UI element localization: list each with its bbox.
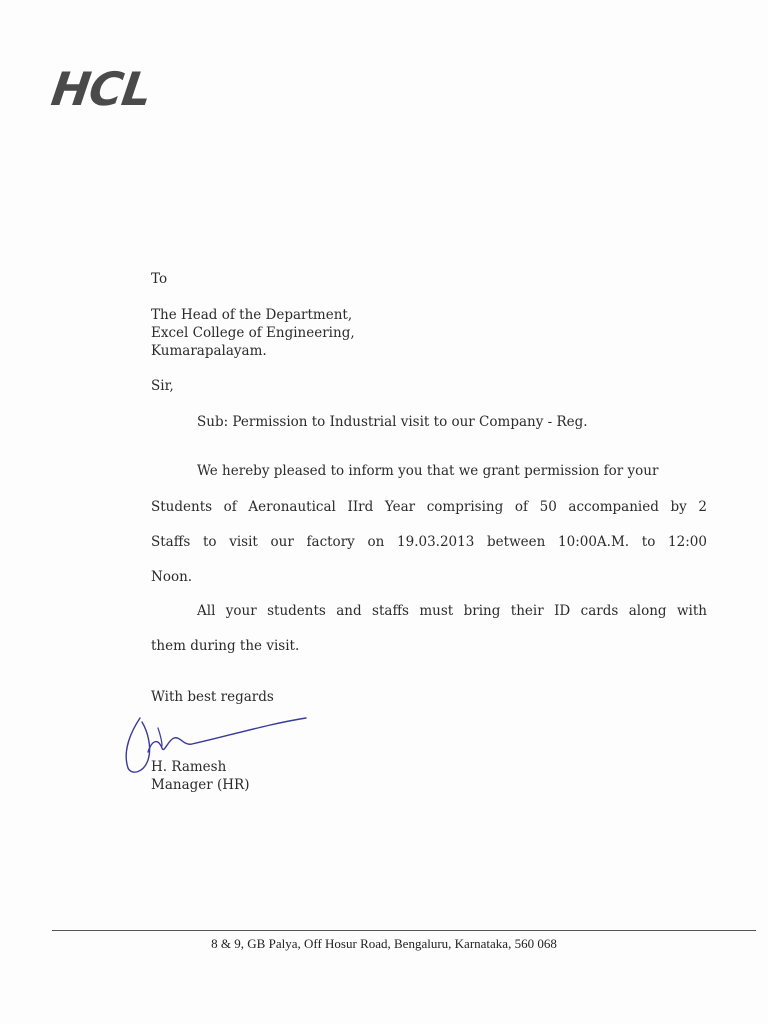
word: visit: [229, 534, 258, 550]
word: to: [202, 534, 217, 550]
word: Aeronautical: [248, 499, 336, 515]
word: of: [514, 499, 528, 515]
word: 19.03.2013: [397, 534, 475, 550]
word: our: [270, 534, 294, 550]
greeting: Sir,: [151, 378, 174, 394]
word: Year: [384, 499, 416, 515]
footer-address: 8 & 9, GB Palya, Off Hosur Road, Bengaluru, Karnataka, 560 068: [211, 936, 557, 951]
word: with: [676, 603, 707, 619]
word: Students: [151, 499, 213, 515]
subject-line: Sub: Permission to Industrial visit to our Company - Reg.: [197, 414, 588, 430]
word: their: [510, 603, 544, 619]
word: ID: [554, 603, 571, 619]
signatory-title: Manager (HR): [151, 777, 250, 793]
to-label: To: [151, 271, 168, 287]
word: accompanied: [568, 499, 659, 515]
word: cards: [580, 603, 619, 619]
word: comprising: [426, 499, 504, 515]
word: to: [641, 534, 656, 550]
word: 12:00: [668, 534, 707, 550]
word: factory: [306, 534, 355, 550]
word: between: [487, 534, 546, 550]
word: All: [197, 603, 216, 619]
body-para1-line2: [151, 498, 707, 516]
footer-divider: [52, 930, 756, 931]
hcl-logo: HCL: [48, 62, 155, 116]
word: of: [223, 499, 237, 515]
word: and: [336, 603, 362, 619]
body-para2-line1: [197, 602, 707, 620]
recipient-line-3: Kumarapalayam.: [151, 343, 267, 359]
word: on: [367, 534, 385, 550]
word: must: [419, 603, 454, 619]
word: along: [628, 603, 667, 619]
body-para2-line2: them during the visit.: [151, 638, 300, 654]
body-para1-line1: We hereby pleased to inform you that we grant permission for your: [197, 463, 659, 479]
word: 50: [539, 499, 557, 515]
recipient-line-1: The Head of the Department,: [151, 307, 353, 323]
word: by: [670, 499, 687, 515]
body-para1-line3: [151, 533, 707, 551]
word: 10:00A.M.: [558, 534, 630, 550]
word: bring: [463, 603, 501, 619]
recipient-line-2: Excel College of Engineering,: [151, 325, 355, 341]
word: students: [267, 603, 326, 619]
word: Staffs: [151, 534, 191, 550]
body-para1-line4: Noon.: [151, 569, 193, 585]
word: your: [225, 603, 257, 619]
closing: With best regards: [151, 689, 274, 705]
word: staffs: [372, 603, 409, 619]
word: 2: [698, 499, 707, 515]
word: IIrd: [347, 499, 374, 515]
signatory-name: H. Ramesh: [151, 759, 227, 775]
